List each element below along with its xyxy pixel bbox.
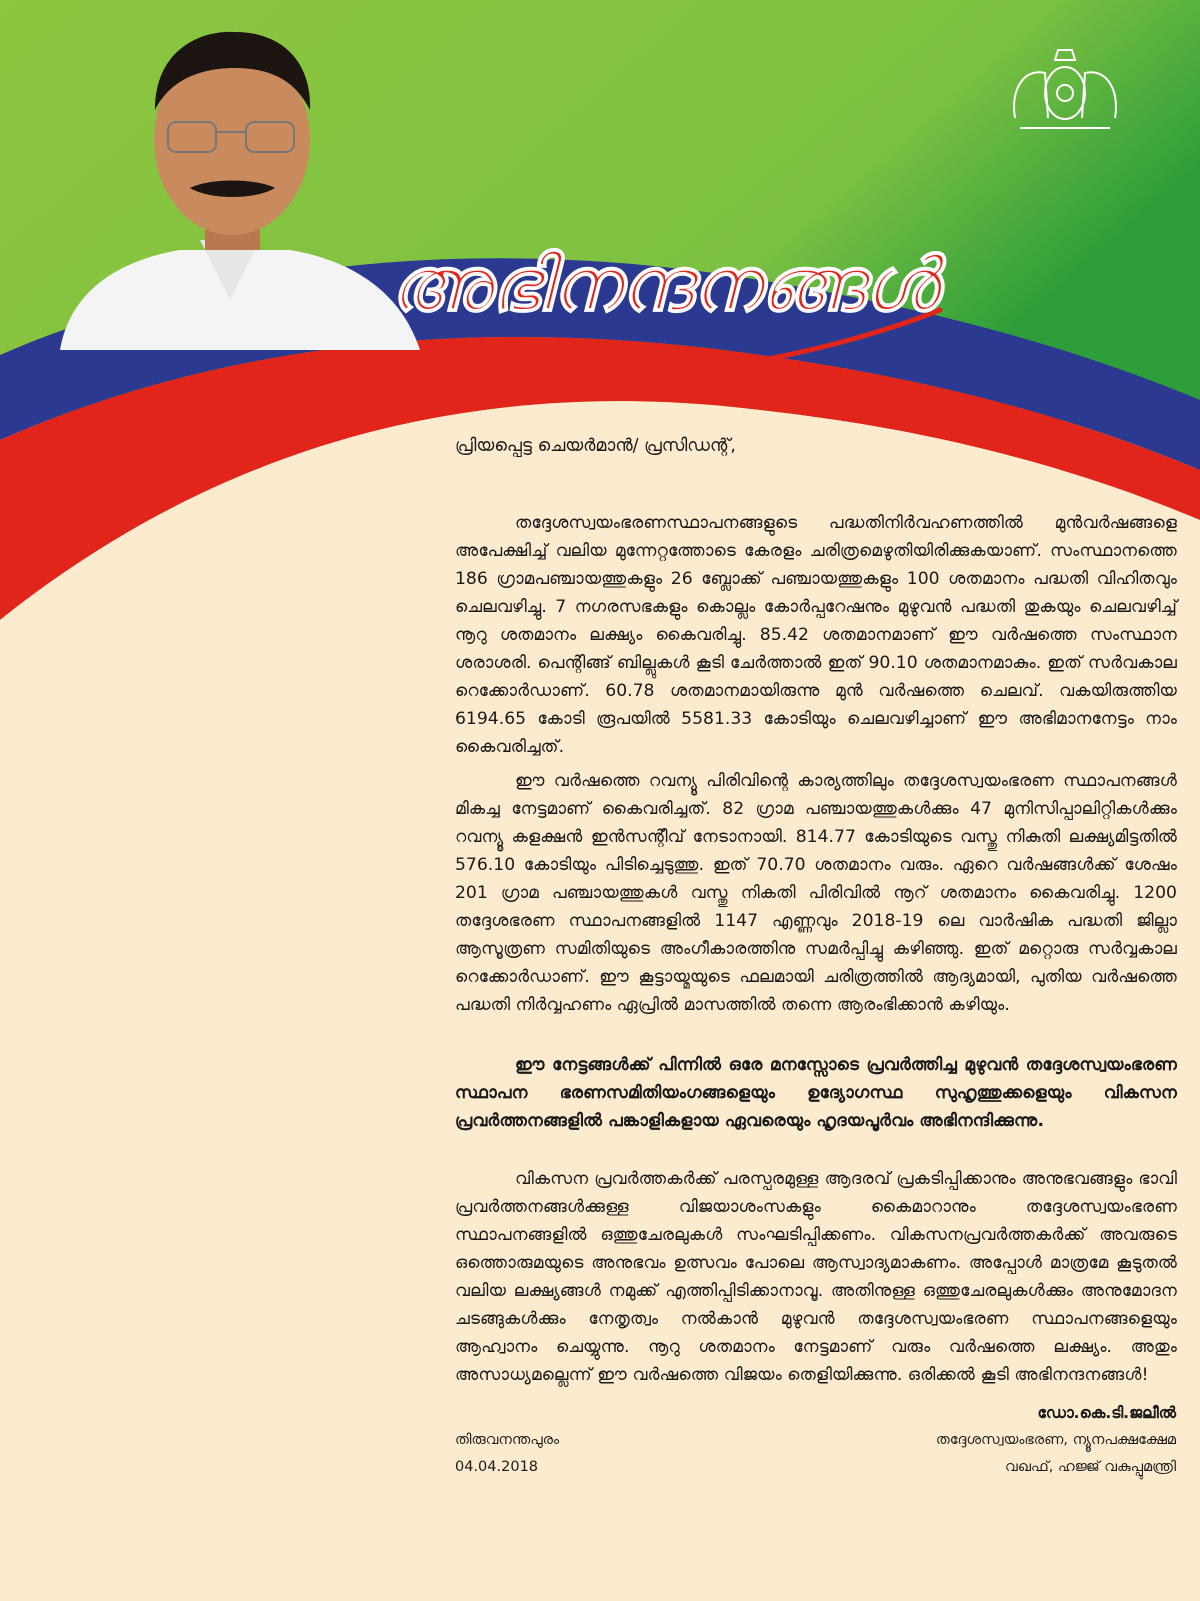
body-paragraph-2: ഈ വർഷത്തെ റവന്യൂ പിരിവിന്റെ കാര്യത്തിലും തദ്ദേശസ്വയംഭരണ സ്ഥാപനങ്ങൾ മികച്ച നേട്ടമാണ് കൈവരിച്ചത്. 82 ഗ്രാമ പഞ്ചായത്തുകൾക്കും 47 മുനിസിപ്പാലിറ്റികൾക്കും റവന്യൂ കളക്ഷൻ ഇൻസന്റീവ് നേടാനായി. 814.77 കോടിയുടെ വസ്തു നികുതി ലക്ഷ്യമിട്ടതിൽ 576.10 കോടിയും പിടിച്ചെടുത്തു. ഇത് 70.70 ശതമാനം വരും. ഏറെ വർഷങ്ങൾക്ക് ശേഷം 201 ഗ്രാമ പഞ്ചായത്തുകൾ വസ്തു നികതി പിരിവിൽ നൂറ് ശതമാനം കൈവരിച്ചു. 1200 തദ്ദേശഭരണ സ്ഥാപനങ്ങളിൽ 1147 എണ്ണവും 2018-19 ലെ വാർഷിക പദ്ധതി ജില്ലാ ആസൂത്രണ സമിതിയുടെ അംഗീകാരത്തിനു സമർപ്പിച്ചു കഴിഞ്ഞു. ഇത് മറ്റൊരു സർവ്വകാല റെക്കോർഡാണ്. ഈ കൂട്ടായ്മയുടെ ഫലമായി ചരിത്രത്തിൽ ആദ്യമായി, പുതിയ വർഷത്തെ പദ്ധതി നിർവ്വഹണം ഏപ്രിൽ മാസത്തിൽ തന്നെ ആരംഭിക്കാൻ കഴിയും.	[455, 771, 1177, 1016]
minister-portrait	[40, 10, 420, 350]
body-paragraph-4: വികസന പ്രവർത്തകർക്ക് പരസ്പരമുള്ള ആദരവ് പ്രകടിപ്പിക്കാനും അനുഭവങ്ങളും ഭാവി പ്രവർത്തനങ്ങൾക്കുള്ള വിജയാശംസകളും കൈമാറാനും തദ്ദേശസ്വയംഭരണ സ്ഥാപനങ്ങളിൽ ഒത്തുചേരലുകൾ സംഘടിപ്പിക്കണം. വികസനപ്രവർത്തകർക്ക് അവരുടെ ഒത്തൊരുമയുടെ അനുഭവം ഉത്സവം പോലെ ആസ്വാദ്യമാകണം. അപ്പോൾ മാത്രമേ കൂടുതൽ വലിയ ലക്ഷ്യങ്ങൾ നമുക്ക് എത്തിപ്പിടിക്കാനാവൂ. അതിനുള്ള ഒത്തുചേരലുകൾക്കും അനുമോദന ചടങ്ങുകൾക്കും നേതൃത്വം നൽകാൻ മുഴുവൻ തദ്ദേശസ്വയംഭരണ സ്ഥാപനങ്ങളെയും ആഹ്വാനം ചെയ്യുന്നു. നൂറു ശതമാനം നേട്ടമാണ് വരും വർഷത്തെ ലക്ഷ്യം. അതും അസാധ്യമല്ലെന്ന് ഈ വർഷത്തെ വിജയം തെളിയിക്കുന്നു. ഒരിക്കൽ കൂടി അഭിനന്ദനങ്ങൾ!	[455, 1169, 1177, 1386]
signatory-name: ഡോ.കെ.ടി.ജലീൽ	[1037, 1404, 1176, 1422]
signature-block	[936, 1400, 1176, 1481]
kerala-emblem-icon	[1000, 38, 1130, 138]
body-paragraph-1: തദ്ദേശസ്വയംഭരണസ്ഥാപനങ്ങളുടെ പദ്ധതിനിർവഹണത്തിൽ മുൻവർഷങ്ങളെ അപേക്ഷിച്ച് വലിയ മുന്നേറ്റത്തോടെ കേരളം ചരിത്രമെഴുതിയിരിക്കുകയാണ്. സംസ്ഥാനത്തെ 186 ഗ്രാമപഞ്ചായത്തുകളും 26 ബ്ലോക്ക് പഞ്ചായത്തുകളും 100 ശതമാനം പദ്ധതി വിഹിതവും ചെലവഴിച്ചു. 7 നഗരസഭകളും കൊല്ലം കോർപ്പറേഷനും മുഴുവൻ പദ്ധതി തുകയും ചെലവഴിച്ച് നൂറു ശതമാനം ലക്ഷ്യം കൈവരിച്ചു. 85.42 ശതമാനമാണ് ഈ വർഷത്തെ സംസ്ഥാന ശരാശരി. പെന്റിങ്ങ് ബില്ലുകൾ കൂടി ചേർത്താൽ ഇത് 90.10 ശതമാനമാകും. ഇത് സർവകാല റെക്കോർഡാണ്. 60.78 ശതമാനമായിരുന്നു മുൻ വർഷത്തെ ചെലവ്. വകയിരുത്തിയ 6194.65 കോടി രൂപയിൽ 5581.33 കോടിയും ചെലവഴിച്ചാണ് ഈ അഭിമാനനേട്ടം നാം കൈവരിച്ചത്.	[455, 513, 1177, 758]
signatory-title-line1: തദ്ദേശസ്വയംഭരണ, ന്യൂനപക്ഷക്ഷേമ	[935, 1432, 1176, 1448]
body-paragraph-3: ഈ നേട്ടങ്ങൾക്ക് പിന്നിൽ ഒരേ മനസ്സോടെ പ്രവർത്തിച്ച മുഴുവൻ തദ്ദേശസ്വയംഭരണ സ്ഥാപന ഭരണസമിതിയംഗങ്ങളെയും ഉദ്യോഗസ്ഥ സുഹൃത്തുക്കളെയും വികസന പ്രവർത്തനങ്ങളിൽ പങ്കാളികളായ ഏവരെയും ഹൃദയപൂർവം അഭിനന്ദിക്കുന്നു.	[455, 1055, 1177, 1132]
place-date-block	[455, 1427, 559, 1481]
heading-text: അഭിനന്ദനങ്ങൾ	[390, 242, 938, 328]
salutation: പ്രിയപ്പെട്ട ചെയർമാൻ/ പ്രസിഡന്റ്,	[455, 436, 736, 456]
date: 04.04.2018	[455, 1459, 539, 1475]
heading-calligraphy	[380, 160, 1000, 400]
signatory-title-line2: വഖഫ്, ഹജ്ജ് വകുപ്പുമന്ത്രി	[1004, 1459, 1176, 1475]
place: തിരുവനന്തപുരം	[455, 1432, 560, 1448]
